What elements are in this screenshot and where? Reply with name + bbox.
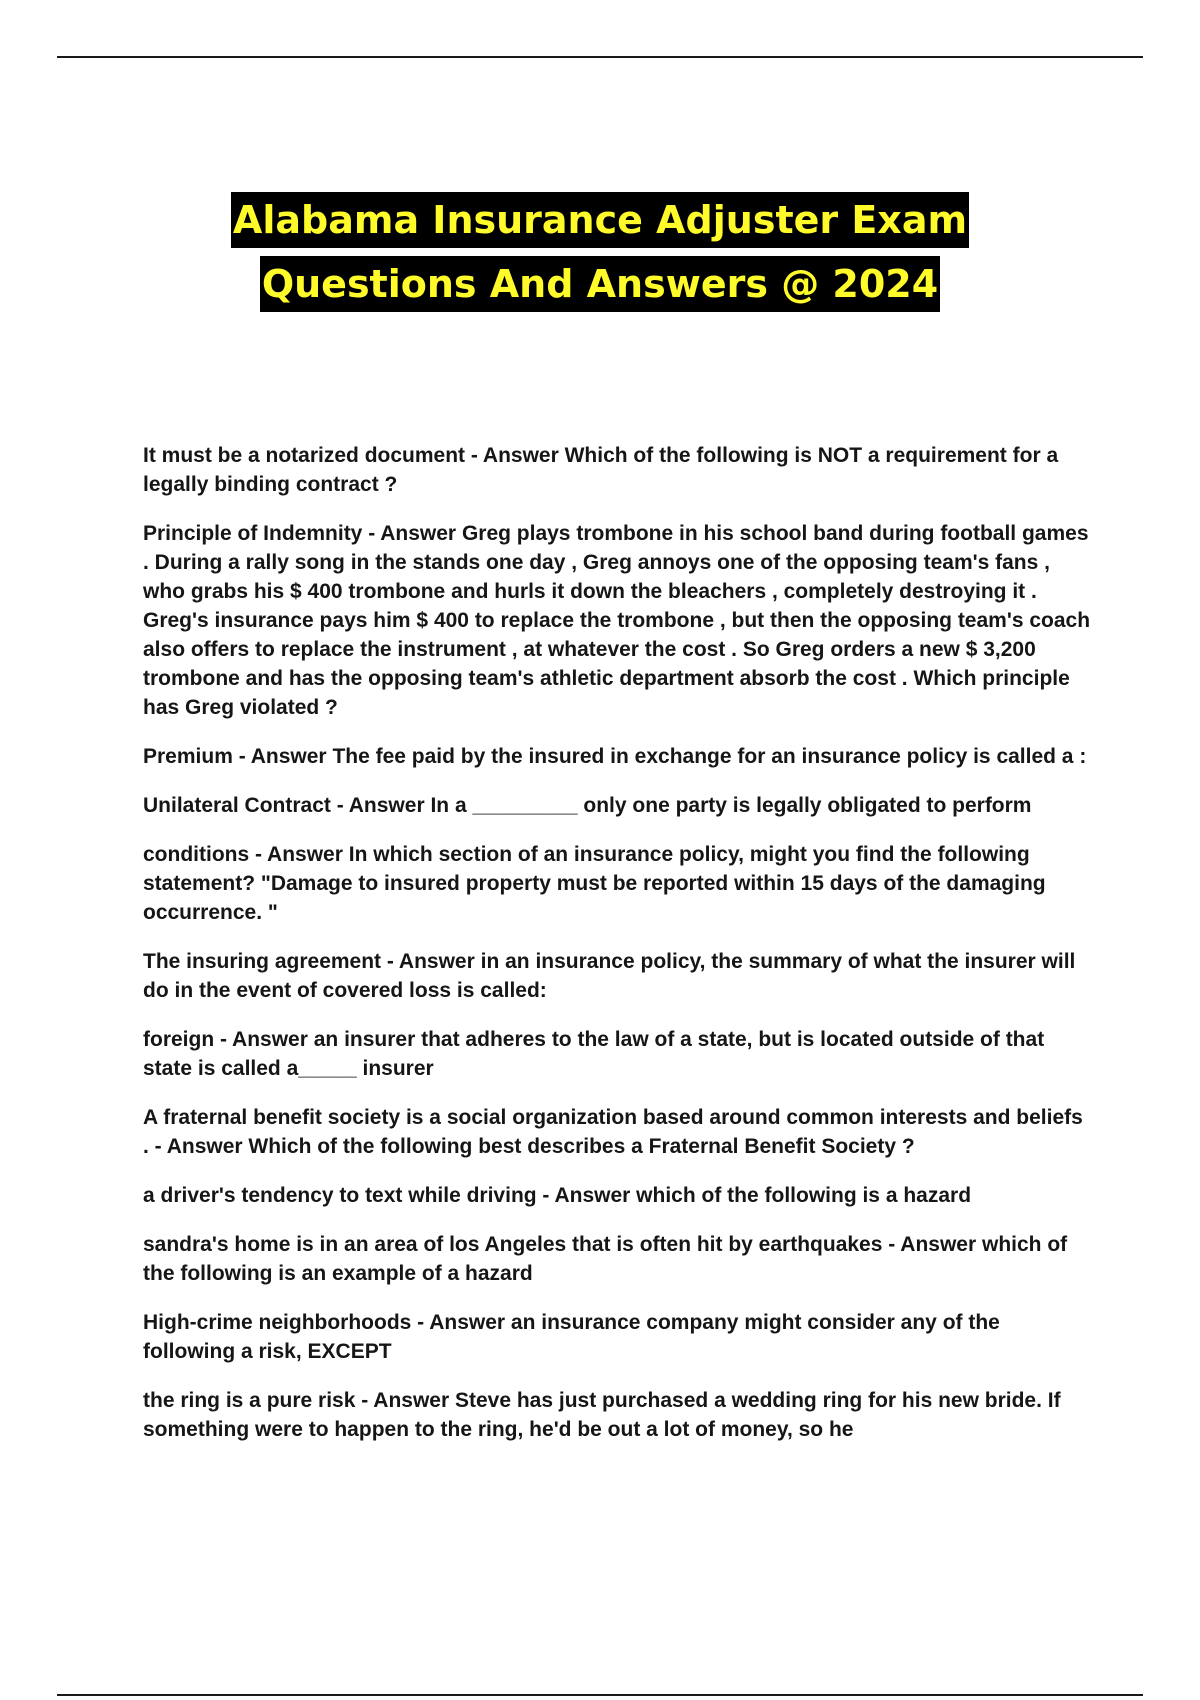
qa-entry-5: conditions - Answer In which section of an insurance policy, might you find the following statement? "Damage to insured property must be reported within 15 days of the damaging occurrence. " — [143, 843, 1046, 924]
bottom-rule — [57, 1694, 1143, 1696]
title-line-2: Questions And Answers @ 2024 — [260, 256, 940, 312]
qa-entry-11: High-crime neighborhoods - Answer an insurance company might consider any of the following a risk, EXCEPT — [143, 1311, 1000, 1363]
qa-entry-8: A fraternal benefit society is a social organization based around common interests and beliefs . - Answer Which of the following best describes a Fraternal Benefit Society ? — [143, 1106, 1083, 1158]
qa-list — [143, 441, 1093, 1464]
qa-entry-2: Principle of Indemnity - Answer Greg plays trombone in his school band during football games . During a rally song in the stands one day , Greg annoys one of the opposing team's fans , who grabs his $ 400 trombone and hurls it down the bleachers , completely destroying it . Greg's insurance pays him $ 400 to replace the trombone , but then the opposing team's coach also offers to replace the instrument , at whatever the cost . So Greg orders a new $ 3,200 trombone and has the opposing team's athletic department absorb the cost . Which principle has Greg violated ? — [143, 522, 1091, 719]
qa-entry-10: sandra's home is in an area of los Angeles that is often hit by earthquakes - Answer which of the following is an example of a hazard — [143, 1233, 1068, 1285]
top-rule — [57, 56, 1143, 58]
document-title — [0, 192, 1200, 312]
qa-entry-12: the ring is a pure risk - Answer Steve has just purchased a wedding ring for his new bride. If something were to happen to the ring, he'd be out a lot of money, so he — [143, 1389, 1061, 1441]
qa-entry-1: It must be a notarized document - Answer Which of the following is NOT a requirement for a legally binding contract ? — [143, 444, 1059, 496]
title-line-1: Alabama Insurance Adjuster Exam — [231, 192, 969, 248]
qa-entry-9: a driver's tendency to text while driving - Answer which of the following is a hazard — [143, 1184, 972, 1207]
qa-entry-7: foreign - Answer an insurer that adheres to the law of a state, but is located outside of that state is called a_____ insurer — [143, 1028, 1045, 1080]
qa-entry-6: The insuring agreement - Answer in an insurance policy, the summary of what the insurer will do in the event of covered loss is called: — [143, 950, 1076, 1002]
qa-entry-4: Unilateral Contract - Answer In a _________ only one party is legally obligated to perform — [143, 794, 1032, 817]
qa-entry-3: Premium - Answer The fee paid by the insured in exchange for an insurance policy is called a : — [143, 745, 1087, 768]
